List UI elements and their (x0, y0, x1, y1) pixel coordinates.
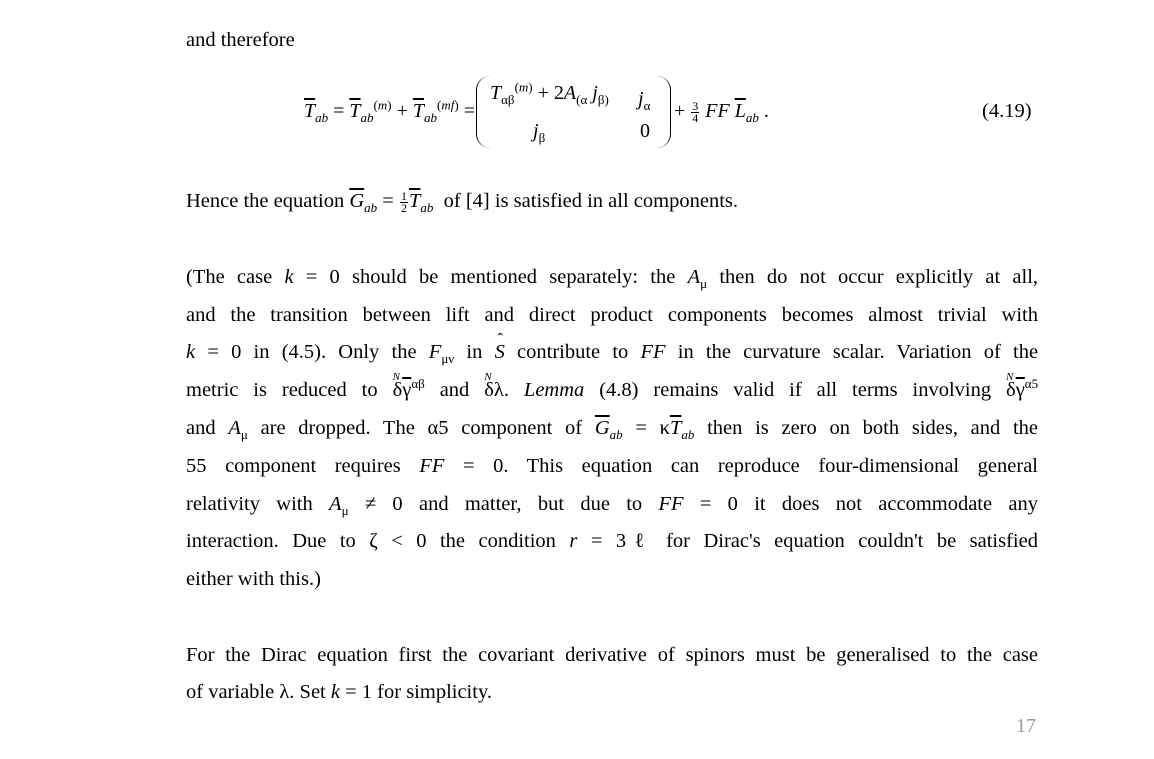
para2-line-2: of variable λ. Set k = 1 for simplicity. (186, 681, 492, 703)
equation-rhs: + $\frac{3}{4}$ FF $\overline{L}_{ab}$ . (674, 98, 769, 125)
para1-line-9: either with this.) (186, 568, 321, 590)
matrix-right-paren (656, 76, 671, 148)
para1-line-2: and the transition between lift and direct product components becomes almost trivial with (186, 304, 1038, 326)
para2-line-1: For the Dirac equation first the covariant derivative of spinors must be generalised to the case (186, 644, 1038, 666)
para1-line-4: metric is reduced to N $\delta\overline{\gamma}^{\alpha\beta}$ and N δλ. Lemma (4.8) remains valid if all terms involving N $\delta\overline{\gamma}^{\alpha 5}$ (186, 378, 1038, 402)
text-line-hence: Hence the equation $\overline{G}_{ab}$ = $\frac{1}{2}$ $\overline{T}_{ab}$ of [4] is satisfied in all components. (186, 188, 738, 216)
para1-line-1: (The case k = 0 should be mentioned separately: the $A_\mu$ then do not occur explicitly at all, (186, 266, 1039, 292)
matrix-cell-r1c1: $T_{\alpha\beta}^{(m)} + 2A_{(\alpha}$ $j_{\beta)}$ (490, 79, 609, 107)
equation-lhs: $\overline{T}_{ab} = \overline{T}_{ab}^{(m)} + \overline{T}_{ab}^{(mf)}$ = (304, 97, 475, 125)
para1-line-6: 55 component requires FF = 0. This equation can reproduce four-dimensional general (186, 455, 1039, 477)
equation-number: (4.19) (982, 100, 1032, 122)
matrix-left-paren (476, 76, 491, 148)
text-line-and-therefore: and therefore (186, 29, 295, 51)
matrix-cell-r1c2: $j_\alpha$ (638, 88, 651, 113)
page-number: 17 (1016, 715, 1036, 737)
matrix-cell-r2c1: $j_\beta$ (533, 120, 546, 145)
para1-line-7: relativity with $A_\mu \ne 0$ and matter, but due to FF = 0 it does not accommodate any (186, 493, 1038, 519)
para1-line-5: and $A_\mu$ are dropped. The α5 component of $\overline{G}_{ab} = \kappa\overline{T}_{ab}$ then is zero on both sides, and the (186, 417, 1039, 443)
matrix-cell-r2c2: 0 (640, 120, 650, 142)
equation-4-19 (304, 76, 784, 150)
para1-line-8: interaction. Due to ζ < 0 the condition r = 3ℓ for Dirac's equation couldn't be satisfied (186, 530, 1038, 552)
para1-line-3: k = 0 in (4.5). Only the $F_{\mu\nu}$ in ˆ S contribute to FF in the curvature scalar. Variation of the (186, 340, 1038, 364)
